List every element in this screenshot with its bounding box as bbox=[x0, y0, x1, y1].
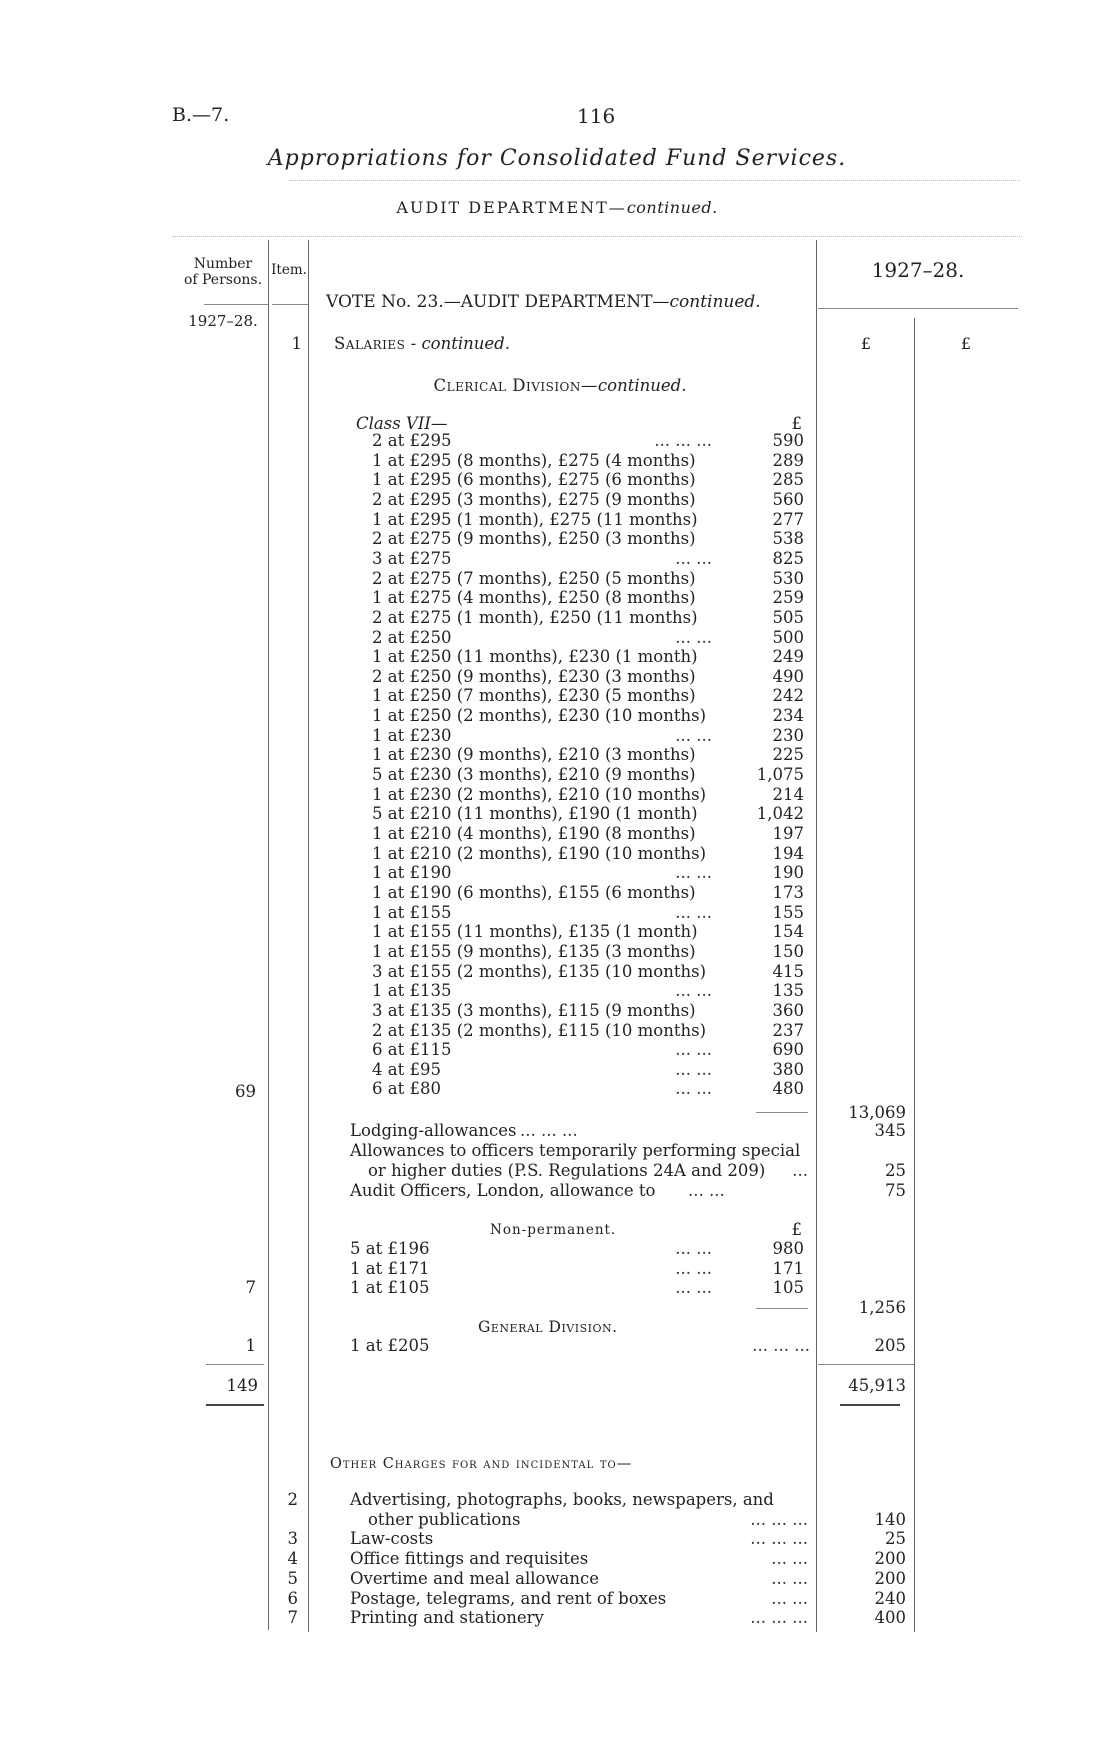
non-permanent-row-amount: 171 bbox=[772, 1258, 804, 1278]
general-persons: 1 bbox=[245, 1336, 256, 1355]
clerical-row-desc: 1 at £190 bbox=[372, 863, 452, 883]
clerical-row-desc: 1 at £230 (9 months), £210 (3 months) bbox=[372, 745, 696, 765]
clerical-row-amount: 415 bbox=[772, 961, 804, 981]
clerical-row bbox=[372, 451, 712, 471]
non-permanent-sum-rule bbox=[756, 1308, 808, 1309]
vote-continued: continued. bbox=[669, 292, 761, 312]
other-charge-label: Overtime and meal allowance bbox=[350, 1568, 600, 1588]
clerical-row-desc: 1 at £135 bbox=[372, 981, 452, 1001]
allowance-special-text: or higher duties (P.S. Regulations 24A and 209) bbox=[368, 1161, 766, 1180]
other-charge-row bbox=[350, 1569, 808, 1589]
clerical-row bbox=[372, 981, 712, 1001]
non-permanent-row-amount: 980 bbox=[772, 1239, 804, 1258]
clerical-row-desc: 3 at £135 (3 months), £115 (9 months) bbox=[372, 1000, 696, 1020]
clerical-row-amount: 155 bbox=[772, 902, 804, 922]
clerical-row bbox=[372, 667, 712, 687]
salaries-continued: - continued. bbox=[410, 334, 510, 353]
other-charge-row bbox=[350, 1529, 808, 1549]
clerical-row-desc: 2 at £275 (9 months), £250 (3 months) bbox=[372, 529, 696, 549]
clerical-row-desc: 6 at £115 bbox=[372, 1040, 452, 1060]
amount-total-top-rule bbox=[818, 1364, 914, 1365]
clerical-row-amount: 289 bbox=[772, 450, 804, 470]
persons-header-rule bbox=[204, 304, 268, 305]
amount-currency-header: £ bbox=[860, 334, 872, 353]
clerical-row-desc: 2 at £135 (2 months), £115 (10 months) bbox=[372, 1020, 707, 1040]
other-charge-line2: other publications bbox=[368, 1509, 521, 1529]
clerical-row-amount: 234 bbox=[772, 706, 804, 726]
clerical-persons: 69 bbox=[235, 1082, 256, 1101]
clerical-row bbox=[372, 1001, 712, 1021]
clerical-row-amount: 825 bbox=[772, 548, 804, 568]
general-amount: 205 bbox=[874, 1336, 906, 1355]
clerical-row bbox=[372, 903, 712, 923]
clerical-row-amount: 380 bbox=[772, 1059, 804, 1079]
clerical-row bbox=[372, 647, 712, 667]
other-charge-item-number: 3 bbox=[287, 1529, 298, 1549]
clerical-row bbox=[372, 785, 712, 805]
clerical-row-desc: 1 at £155 (11 months), £135 (1 month) bbox=[372, 922, 698, 942]
clerical-row-desc: 6 at £80 bbox=[372, 1079, 441, 1099]
persons-total: 149 bbox=[226, 1376, 258, 1395]
clerical-row bbox=[372, 1079, 712, 1099]
clerical-row-desc: 1 at £295 (8 months), £275 (4 months) bbox=[372, 450, 696, 470]
other-charge-amount: 200 bbox=[874, 1568, 906, 1588]
clerical-row bbox=[372, 745, 712, 765]
clerical-row-leader: ... ... ... bbox=[654, 431, 712, 450]
clerical-row-desc: 1 at £155 (9 months), £135 (3 months) bbox=[372, 941, 696, 961]
clerical-row-desc: 2 at £250 (9 months), £230 (3 months) bbox=[372, 666, 696, 686]
clerical-continued: continued. bbox=[597, 376, 687, 395]
total-currency-header: £ bbox=[960, 334, 972, 353]
clerical-sum-rule bbox=[756, 1112, 808, 1113]
other-charge-leader: ... ... bbox=[771, 1549, 808, 1569]
clerical-row-amount: 197 bbox=[772, 824, 804, 843]
clerical-row bbox=[372, 628, 712, 648]
clerical-row-amount: 538 bbox=[772, 529, 804, 549]
salaries-heading bbox=[334, 334, 510, 353]
non-permanent-row bbox=[350, 1278, 712, 1298]
clerical-row bbox=[372, 765, 712, 785]
allowance-special-amount: 25 bbox=[885, 1161, 906, 1180]
other-charge-leader: ... ... ... bbox=[750, 1509, 808, 1529]
non-permanent-subtotal: 1,256 bbox=[858, 1298, 906, 1317]
clerical-row-desc: 1 at £210 (4 months), £190 (8 months) bbox=[372, 824, 696, 843]
clerical-row-amount: 154 bbox=[772, 922, 804, 942]
non-permanent-row bbox=[350, 1259, 712, 1279]
clerical-row-leader: ... ... bbox=[675, 1079, 712, 1099]
clerical-row-amount: 259 bbox=[772, 588, 804, 608]
other-charge-label: Printing and stationery bbox=[350, 1608, 544, 1628]
salaries-label: Salaries bbox=[334, 334, 406, 353]
clerical-row-desc: 2 at £295 bbox=[372, 431, 452, 450]
clerical-row bbox=[372, 588, 712, 608]
general-leader: ... ... ... bbox=[752, 1336, 810, 1355]
clerical-row bbox=[372, 863, 712, 883]
clerical-row bbox=[372, 883, 712, 903]
clerical-row-leader: ... ... bbox=[675, 1040, 712, 1060]
document-reference: B.—7. bbox=[172, 104, 230, 126]
clerical-row-desc: 5 at £230 (3 months), £210 (9 months) bbox=[372, 765, 696, 785]
clerical-row-desc: 4 at £95 bbox=[372, 1059, 441, 1079]
clerical-row-desc: 1 at £250 (11 months), £230 (1 month) bbox=[372, 647, 698, 667]
clerical-row-amount: 194 bbox=[772, 843, 804, 863]
other-charges-heading: Other Charges for and incidental to— bbox=[330, 1456, 633, 1472]
clerical-row-desc: 2 at £295 (3 months), £275 (9 months) bbox=[372, 489, 696, 509]
clerical-row bbox=[372, 804, 712, 824]
clerical-row-amount: 560 bbox=[772, 489, 804, 509]
other-charge-item-number: 7 bbox=[287, 1608, 298, 1628]
number-of-persons-header: Number of Persons. bbox=[183, 256, 263, 288]
clerical-row-amount: 490 bbox=[772, 666, 804, 686]
total-column-rule bbox=[914, 318, 915, 1632]
other-charge-line1: Advertising, photographs, books, newspapers, and bbox=[350, 1490, 774, 1509]
general-division-heading: General Division. bbox=[478, 1318, 618, 1336]
clerical-row-desc: 3 at £155 (2 months), £135 (10 months) bbox=[372, 961, 707, 981]
clerical-row bbox=[372, 1040, 712, 1060]
salaries-item-number: 1 bbox=[291, 334, 302, 353]
other-charge-amount: 200 bbox=[874, 1549, 906, 1569]
non-permanent-row-amount: 105 bbox=[772, 1278, 804, 1298]
clerical-division-heading bbox=[320, 376, 800, 395]
clerical-row-amount: 214 bbox=[772, 784, 804, 804]
table-top-rule bbox=[172, 236, 1022, 237]
other-charge-row bbox=[350, 1589, 808, 1609]
amount-column-rule bbox=[816, 240, 817, 1632]
clerical-row bbox=[372, 490, 712, 510]
clerical-row-desc: 3 at £275 bbox=[372, 548, 452, 568]
allowance-special-leader: ... bbox=[792, 1161, 808, 1180]
clerical-row bbox=[372, 529, 712, 549]
clerical-row-desc: 2 at £250 bbox=[372, 627, 452, 647]
item-column-rule bbox=[308, 240, 309, 1632]
clerical-row-amount: 1,042 bbox=[756, 804, 804, 824]
allowance-lodging-amount: 345 bbox=[874, 1121, 906, 1140]
allowance-london-leader: ... ... bbox=[688, 1181, 725, 1200]
clerical-row-leader: ... ... bbox=[675, 981, 712, 1001]
clerical-row-leader: ... ... bbox=[675, 627, 712, 647]
allowance-london bbox=[350, 1181, 810, 1201]
clerical-row-amount: 480 bbox=[772, 1079, 804, 1099]
general-desc: 1 at £205 bbox=[350, 1336, 430, 1355]
allowance-london-amount: 75 bbox=[885, 1181, 906, 1200]
clerical-row-leader: ... ... bbox=[675, 1059, 712, 1079]
clerical-row bbox=[372, 1021, 712, 1041]
clerical-row bbox=[372, 686, 712, 706]
allowance-label: Lodging-allowances bbox=[350, 1121, 517, 1140]
clerical-row-desc: 1 at £250 (2 months), £230 (10 months) bbox=[372, 706, 707, 726]
year-header: 1927–28. bbox=[871, 258, 965, 282]
other-charge-row bbox=[350, 1549, 808, 1569]
other-charge-item-number: 4 bbox=[287, 1549, 298, 1569]
other-charge-leader: ... ... bbox=[771, 1568, 808, 1588]
other-charge-amount: 240 bbox=[874, 1588, 906, 1608]
clerical-row-amount: 190 bbox=[772, 863, 804, 883]
clerical-row-desc: 5 at £210 (11 months), £190 (1 month) bbox=[372, 804, 698, 824]
clerical-row bbox=[372, 962, 712, 982]
clerical-row-desc: 1 at £155 bbox=[372, 902, 452, 922]
other-charge-label: Office fittings and requisites bbox=[350, 1549, 589, 1569]
clerical-row bbox=[372, 1060, 712, 1080]
non-permanent-currency: £ bbox=[791, 1220, 802, 1239]
item-header: Item. bbox=[271, 262, 307, 278]
subtitle-main: AUDIT DEPARTMENT— bbox=[396, 198, 627, 217]
clerical-row bbox=[372, 608, 712, 628]
other-charge-leader: ... ... bbox=[771, 1588, 808, 1608]
non-permanent-persons: 7 bbox=[245, 1278, 256, 1297]
persons-total-bottom-rule bbox=[206, 1404, 264, 1406]
clerical-row-leader: ... ... bbox=[675, 725, 712, 745]
clerical-row-amount: 530 bbox=[772, 568, 804, 588]
clerical-row-amount: 590 bbox=[772, 431, 804, 450]
other-charge-leader: ... ... ... bbox=[750, 1608, 808, 1628]
persons-total-top-rule bbox=[206, 1364, 264, 1365]
clerical-row-desc: 1 at £210 (2 months), £190 (10 months) bbox=[372, 843, 707, 863]
page-title: Appropriations for Consolidated Fund Services. bbox=[267, 146, 847, 171]
non-permanent-row bbox=[350, 1239, 712, 1259]
clerical-row bbox=[372, 706, 712, 726]
page-number: 116 bbox=[577, 104, 616, 128]
clerical-row bbox=[372, 470, 712, 490]
non-permanent-row-desc: 5 at £196 bbox=[350, 1239, 430, 1258]
non-permanent-row-leader: ... ... bbox=[675, 1239, 712, 1258]
clerical-row bbox=[372, 824, 712, 844]
clerical-label: Clerical Division— bbox=[433, 376, 598, 395]
title-rule bbox=[290, 180, 1020, 181]
clerical-row bbox=[372, 942, 712, 962]
allowance-leader: ... ... ... bbox=[520, 1121, 578, 1140]
amount-total-bottom-rule bbox=[840, 1404, 900, 1406]
vote-label: VOTE No. 23.—AUDIT DEPARTMENT— bbox=[326, 292, 670, 312]
clerical-subtotal: 13,069 bbox=[848, 1103, 906, 1122]
other-charge-label: Law-costs bbox=[350, 1529, 434, 1549]
clerical-row-amount: 360 bbox=[772, 1000, 804, 1020]
clerical-row-desc: 1 at £275 (4 months), £250 (8 months) bbox=[372, 588, 696, 608]
other-charge-item-number: 6 bbox=[287, 1588, 298, 1608]
department-subtitle bbox=[0, 198, 1114, 217]
clerical-row-amount: 690 bbox=[772, 1040, 804, 1060]
clerical-row-desc: 1 at £230 (2 months), £210 (10 months) bbox=[372, 784, 707, 804]
general-division-row bbox=[350, 1336, 810, 1356]
clerical-row-amount: 242 bbox=[772, 686, 804, 706]
other-charge-amount: 400 bbox=[874, 1608, 906, 1628]
other-charge-item-number: 2 bbox=[287, 1490, 298, 1509]
other-charge-row bbox=[350, 1608, 808, 1628]
other-charge-amount: 25 bbox=[885, 1529, 906, 1549]
clerical-row-amount: 249 bbox=[772, 647, 804, 667]
item-header-rule bbox=[272, 304, 308, 305]
other-charge-row bbox=[368, 1510, 808, 1530]
clerical-row-amount: 505 bbox=[772, 607, 804, 627]
clerical-row-amount: 237 bbox=[772, 1020, 804, 1040]
clerical-row-desc: 2 at £275 (1 month), £250 (11 months) bbox=[372, 607, 698, 627]
clerical-row-leader: ... ... bbox=[675, 902, 712, 922]
clerical-row-desc: 1 at £295 (6 months), £275 (6 months) bbox=[372, 470, 696, 490]
clerical-row-desc: 1 at £250 (7 months), £230 (5 months) bbox=[372, 686, 696, 706]
other-charge-label: Postage, telegrams, and rent of boxes bbox=[350, 1588, 667, 1608]
clerical-row-leader: ... ... bbox=[675, 863, 712, 883]
clerical-row bbox=[372, 922, 712, 942]
non-permanent-row-desc: 1 at £171 bbox=[350, 1258, 430, 1278]
clerical-row-desc: 1 at £295 (1 month), £275 (11 months) bbox=[372, 509, 698, 529]
class-currency: £ bbox=[791, 414, 802, 433]
clerical-row bbox=[372, 549, 712, 569]
allowance-london-label: Audit Officers, London, allowance to bbox=[350, 1181, 656, 1200]
amount-total: 45,913 bbox=[848, 1376, 906, 1395]
clerical-row-amount: 173 bbox=[772, 882, 804, 902]
clerical-row-amount: 1,075 bbox=[756, 765, 804, 785]
clerical-row-amount: 230 bbox=[772, 725, 804, 745]
clerical-row-amount: 150 bbox=[772, 941, 804, 961]
persons-column-rule bbox=[268, 240, 269, 1630]
clerical-row-amount: 500 bbox=[772, 627, 804, 647]
non-permanent-row-leader: ... ... bbox=[675, 1258, 712, 1278]
clerical-row bbox=[372, 726, 712, 746]
clerical-row-desc: 2 at £275 (7 months), £250 (5 months) bbox=[372, 568, 696, 588]
clerical-row-leader: ... ... bbox=[675, 548, 712, 568]
non-permanent-row-desc: 1 at £105 bbox=[350, 1278, 430, 1298]
clerical-row-amount: 135 bbox=[772, 981, 804, 1001]
clerical-row-desc: 1 at £190 (6 months), £155 (6 months) bbox=[372, 882, 696, 902]
subtitle-continued: continued. bbox=[626, 198, 718, 217]
clerical-row bbox=[372, 569, 712, 589]
clerical-row bbox=[372, 431, 712, 451]
other-charge-amount: 140 bbox=[874, 1509, 906, 1529]
allowance-lodging bbox=[350, 1121, 810, 1141]
clerical-row-amount: 277 bbox=[772, 509, 804, 529]
clerical-row-amount: 225 bbox=[772, 745, 804, 765]
vote-heading bbox=[326, 292, 761, 312]
persons-year-header: 1927–28. bbox=[188, 312, 258, 330]
class-label: Class VII— bbox=[356, 414, 448, 433]
clerical-row-amount: 285 bbox=[772, 470, 804, 490]
other-charge-item-number: 5 bbox=[287, 1568, 298, 1588]
year-header-rule bbox=[818, 308, 1018, 309]
allowance-special-line1: Allowances to officers temporarily performing special bbox=[350, 1141, 801, 1160]
allowance-special-line2 bbox=[368, 1161, 808, 1181]
other-charge-leader: ... ... ... bbox=[750, 1529, 808, 1549]
clerical-row bbox=[372, 844, 712, 864]
clerical-row-desc: 1 at £230 bbox=[372, 725, 452, 745]
non-permanent-heading: Non-permanent. bbox=[490, 1222, 617, 1238]
non-permanent-row-leader: ... ... bbox=[675, 1278, 712, 1298]
clerical-row bbox=[372, 510, 712, 530]
